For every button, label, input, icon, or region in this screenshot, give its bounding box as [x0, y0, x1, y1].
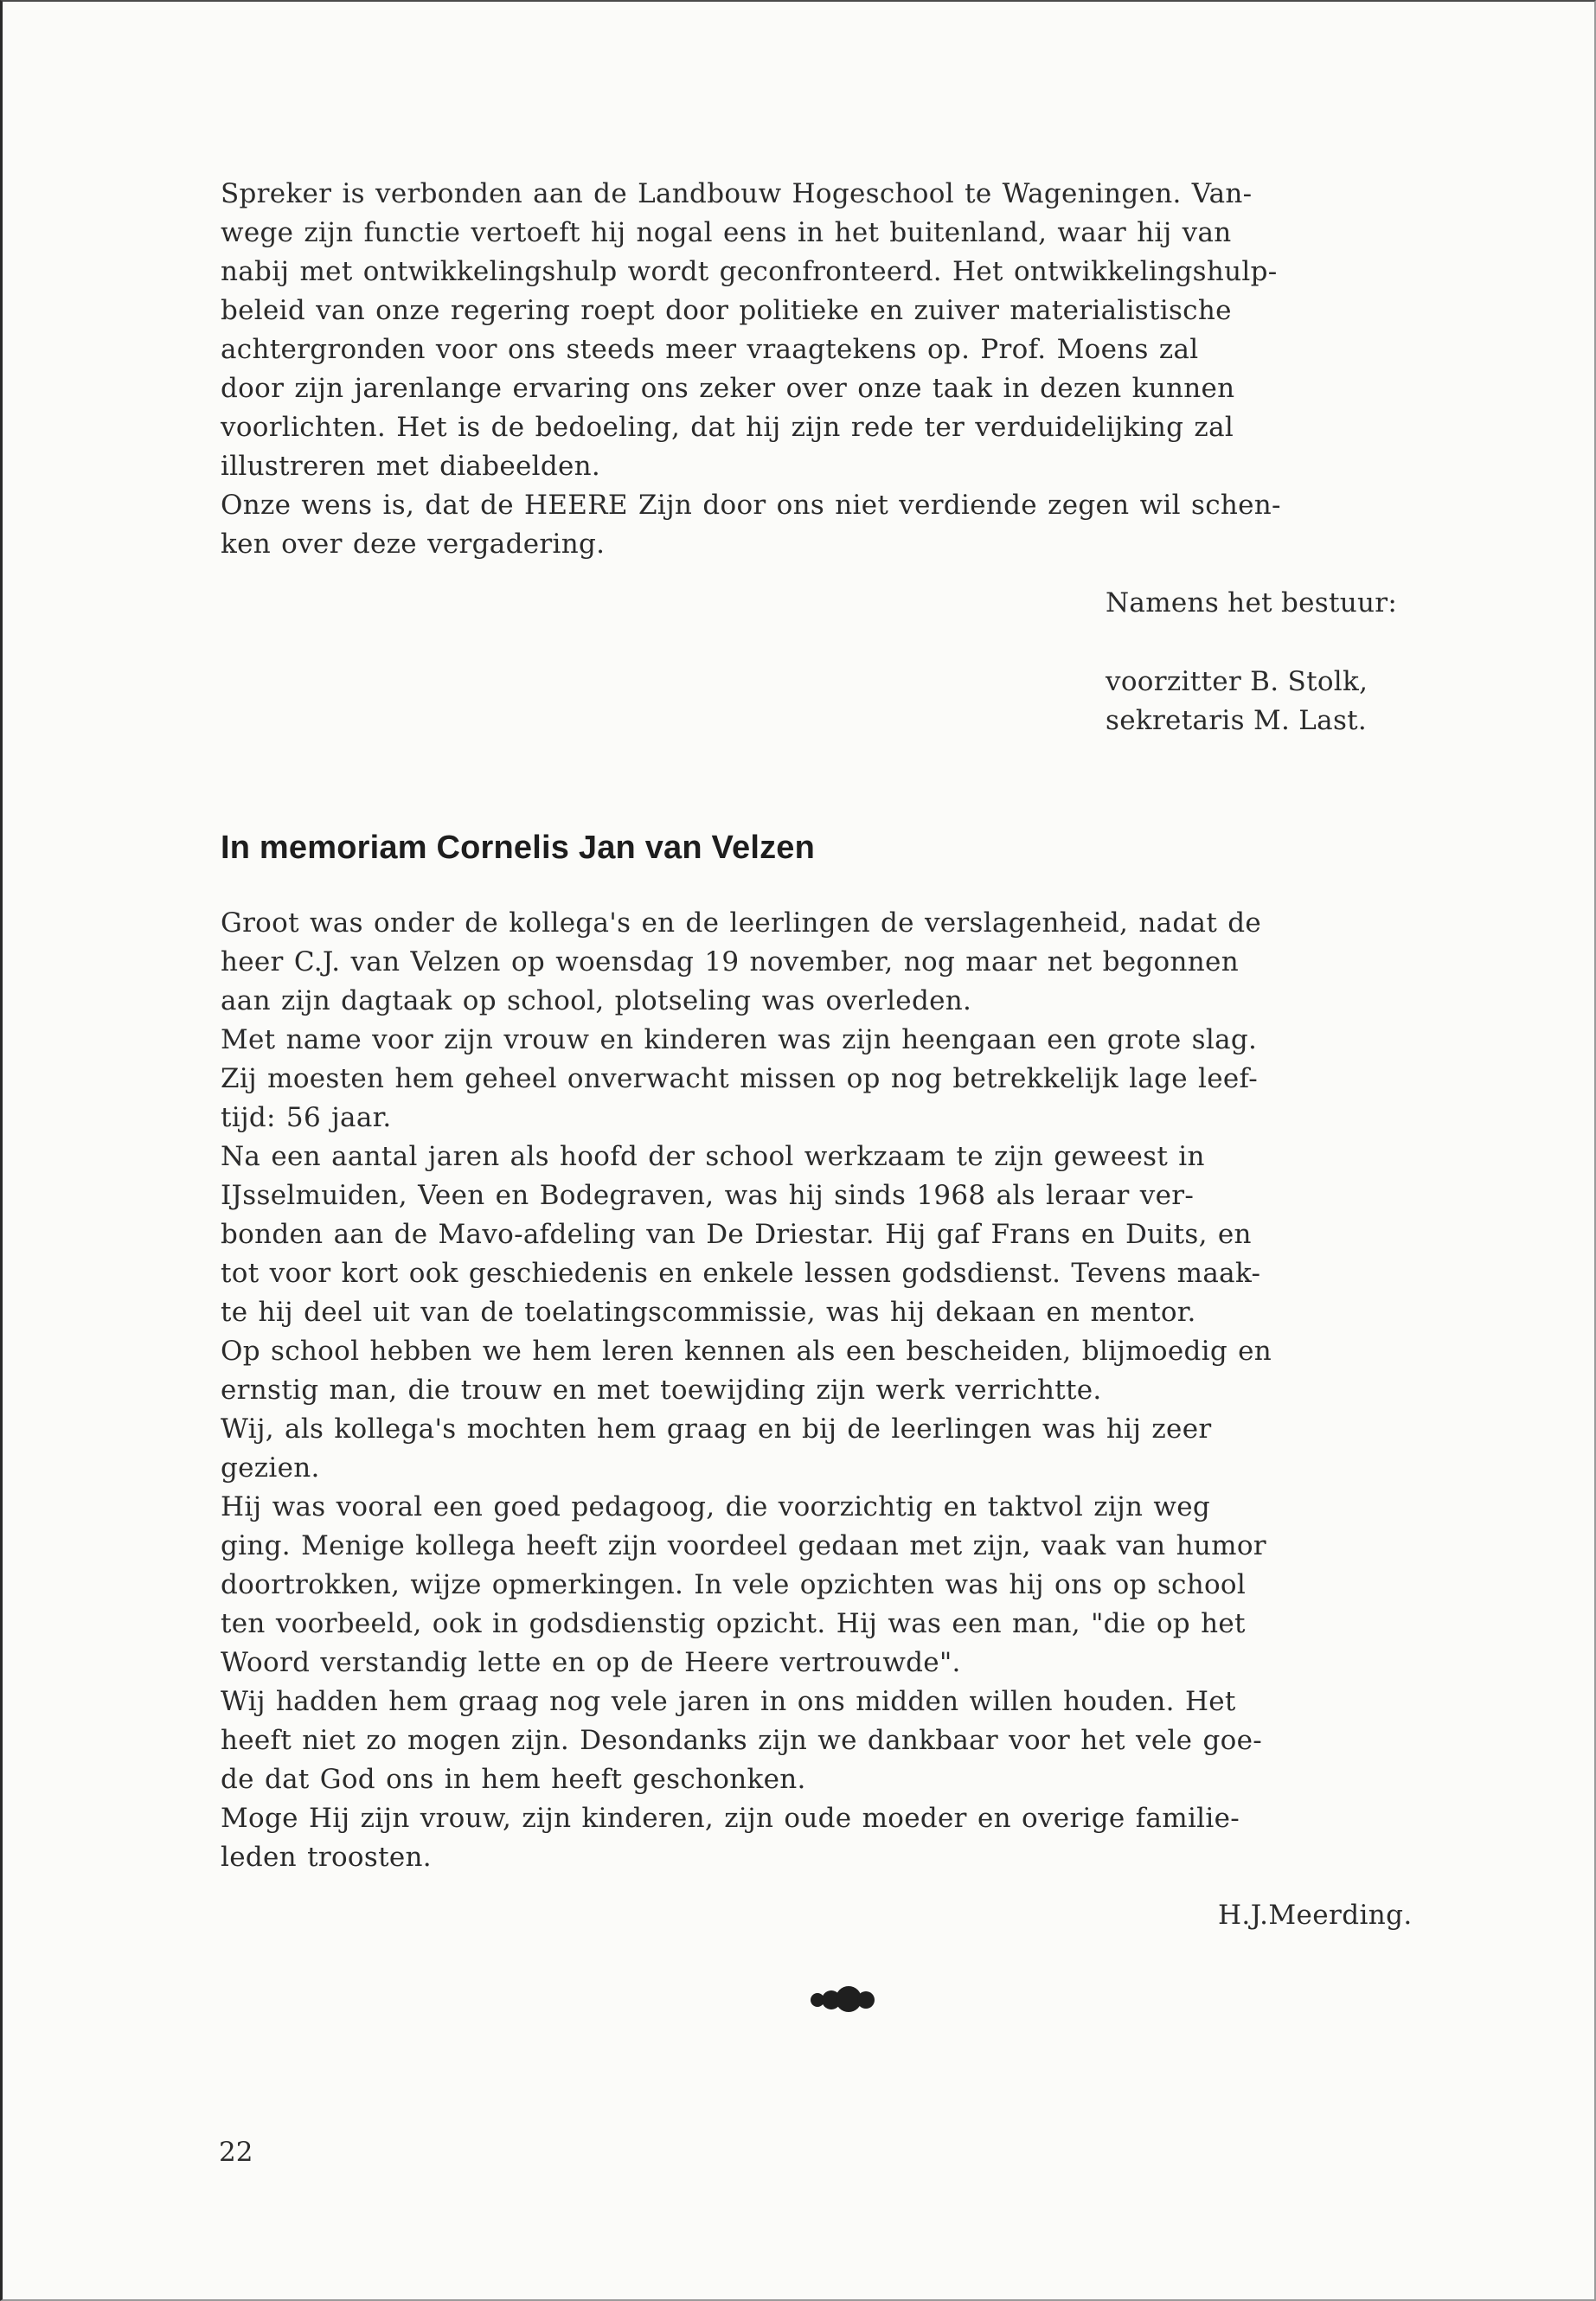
- text-line: illustreren met diabeelden.: [221, 451, 601, 482]
- page-number: 22: [219, 2137, 253, 2168]
- signature-secretary: sekretaris M. Last.: [1106, 705, 1368, 736]
- text-line: ging. Menige kollega heeft zijn voordeel gedaan met zijn, vaak van humor: [221, 1530, 1266, 1561]
- text-line: Onze wens is, dat de HEERE Zijn door ons niet verdiende zegen wil schen-: [221, 490, 1281, 521]
- intro-paragraph: [221, 175, 1518, 564]
- text-line: ten voorbeeld, ook in godsdienstig opzicht. Hij was een man, "die op het: [221, 1608, 1246, 1639]
- text-line: IJsselmuiden, Veen en Bodegraven, was hij sinds 1968 als leraar ver-: [221, 1180, 1195, 1211]
- signature-chair: voorzitter B. Stolk,: [1106, 666, 1368, 697]
- text-line: voorlichten. Het is de bedoeling, dat hij zijn rede ter verduidelijking zal: [221, 412, 1234, 443]
- text-line: aan zijn dagtaak op school, plotseling was overleden.: [221, 985, 972, 1016]
- text-line: gezien.: [221, 1452, 320, 1484]
- memoriam-body: [221, 904, 1518, 1877]
- text-line: Woord verstandig lette en op de Heere vertrouwde".: [221, 1647, 961, 1678]
- memoriam-title: In memoriam Cornelis Jan van Velzen: [221, 830, 816, 866]
- text-line: tot voor kort ook geschiedenis en enkele lessen godsdienst. Tevens maak-: [221, 1258, 1261, 1289]
- text-line: Op school hebben we hem leren kennen als een bescheiden, blijmoedig en: [221, 1336, 1272, 1367]
- text-line: beleid van onze regering roept door politieke en zuiver materialistische: [221, 295, 1232, 326]
- text-line: doortrokken, wijze opmerkingen. In vele opzichten was hij ons op school: [221, 1569, 1247, 1600]
- signature-names: [1106, 663, 1368, 740]
- text-line: heeft niet zo mogen zijn. Desondanks zijn we dankbaar voor het vele goe-: [221, 1725, 1263, 1756]
- text-line: Spreker is verbonden aan de Landbouw Hogeschool te Wageningen. Van-: [221, 178, 1253, 209]
- text-line: Moge Hij zijn vrouw, zijn kinderen, zijn oude moeder en overige familie-: [221, 1803, 1240, 1834]
- text-line: door zijn jarenlange ervaring ons zeker over onze taak in dezen kunnen: [221, 373, 1235, 404]
- text-line: ken over deze vergadering.: [221, 529, 606, 560]
- ornament-icon: [809, 1983, 878, 2017]
- text-line: heer C.J. van Velzen op woensdag 19 november, nog maar net begonnen: [221, 946, 1239, 977]
- text-line: ernstig man, die trouw en met toewijding zijn werk verrichtte.: [221, 1375, 1102, 1406]
- text-line: leden troosten.: [221, 1842, 432, 1873]
- text-line: Wij hadden hem graag nog vele jaren in ons midden willen houden. Het: [221, 1686, 1236, 1717]
- text-line: tijd: 56 jaar.: [221, 1102, 392, 1133]
- text-line: Met name voor zijn vrouw en kinderen was zijn heengaan een grote slag.: [221, 1024, 1258, 1055]
- text-line: te hij deel uit van de toelatingscommissie, was hij dekaan en mentor.: [221, 1297, 1196, 1328]
- text-line: Wij, als kollega's mochten hem graag en bij de leerlingen was hij zeer: [221, 1413, 1212, 1445]
- text-line: Hij was vooral een goed pedagoog, die voorzichtig en taktvol zijn weg: [221, 1491, 1211, 1522]
- signature-header: [1106, 584, 1397, 623]
- text-line: Groot was onder de kollega's en de leerlingen de verslagenheid, nadat de: [221, 907, 1262, 939]
- signature-header-text: Namens het bestuur:: [1106, 587, 1398, 619]
- text-line: Zij moesten hem geheel onverwacht missen op nog betrekkelijk lage leef-: [221, 1063, 1258, 1094]
- text-line: nabij met ontwikkelingshulp wordt geconfronteerd. Het ontwikkelingshulp-: [221, 256, 1278, 287]
- text-line: bonden aan de Mavo-afdeling van De Driestar. Hij gaf Frans en Duits, en: [221, 1219, 1252, 1250]
- text-line: wege zijn functie vertoeft hij nogal eens in het buitenland, waar hij van: [221, 217, 1232, 248]
- text-line: Na een aantal jaren als hoofd der school werkzaam te zijn geweest in: [221, 1141, 1205, 1172]
- text-line: de dat God ons in hem heeft geschonken.: [221, 1764, 806, 1795]
- memoriam-author: H.J.Meerding.: [1218, 1900, 1413, 1931]
- text-line: achtergronden voor ons steeds meer vraagtekens op. Prof. Moens zal: [221, 334, 1199, 365]
